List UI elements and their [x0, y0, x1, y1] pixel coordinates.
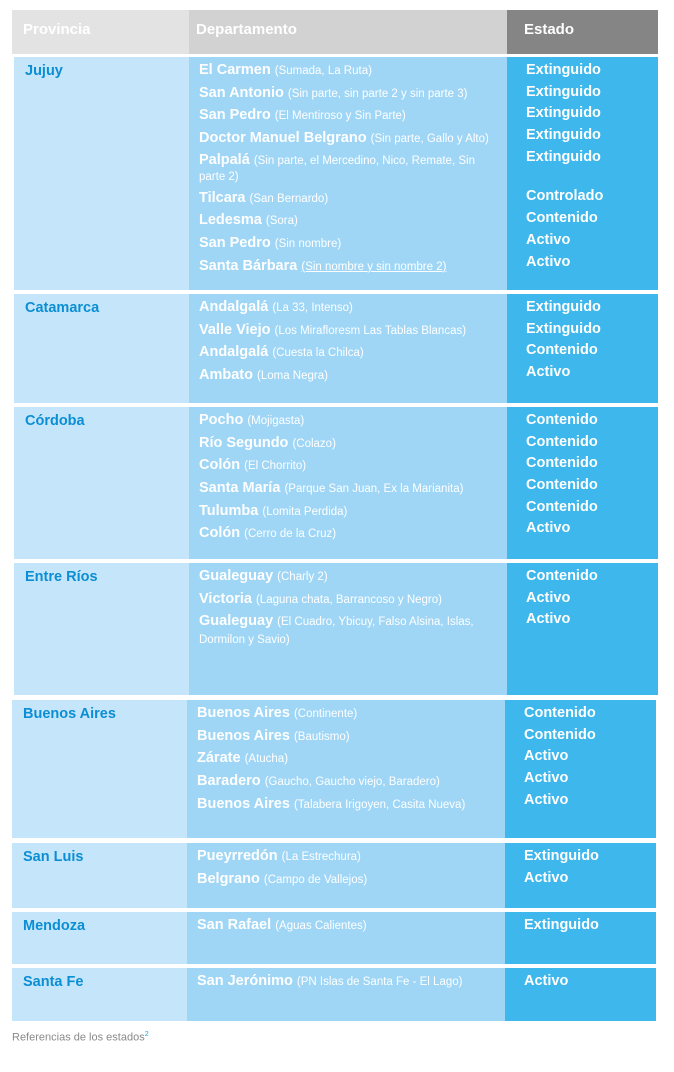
estado-item: Contenido — [526, 210, 598, 227]
header-provincia: Provincia — [23, 21, 91, 38]
provincia-cell — [14, 563, 189, 695]
estado-item: Activo — [524, 973, 569, 989]
departamento-item: San Rafael (Aguas Calientes) — [197, 917, 367, 933]
table-row — [14, 407, 658, 559]
table-row — [12, 912, 656, 964]
estado-item: Extinguido — [524, 848, 599, 864]
estado-item: Contenido — [524, 726, 596, 743]
estado-item: Contenido — [526, 433, 598, 450]
departamento-item: Ledesma (Sora) — [199, 212, 298, 229]
estado-cell — [507, 57, 658, 290]
estado-item: Extinguido — [526, 148, 601, 165]
table-row — [14, 563, 658, 695]
estado-item: Extinguido — [526, 62, 601, 78]
departamento-item: Zárate (Atucha) — [197, 750, 289, 767]
departamento-item: Gualeguay (El Cuadro, Ybicuy, Falso Alsina, Islas, Dormilon y Savio) — [199, 613, 474, 647]
provincia-label: Catamarca — [25, 300, 100, 316]
estado-item: Activo — [524, 748, 569, 765]
estado-item: Activo — [524, 770, 569, 787]
provincia-cell — [14, 294, 189, 403]
estado-cell — [505, 700, 656, 838]
estado-item: Contenido — [526, 455, 598, 472]
departamento-item: El Carmen (Sumada, La Ruta) — [199, 62, 372, 78]
footer-text: Referencias de los estados — [12, 1031, 145, 1044]
estado-item: Contenido — [526, 342, 598, 359]
departamento-cell — [189, 294, 507, 403]
estado-item: Activo — [526, 364, 571, 381]
estado-item: Activo — [526, 589, 571, 606]
provincia-cell — [12, 968, 187, 1021]
estado-item: Extinguido — [526, 299, 601, 315]
header-departamento-cell — [189, 10, 507, 54]
provincia-cell — [12, 843, 187, 908]
estado-item: Contenido — [524, 705, 596, 721]
departamento-cell — [187, 968, 505, 1021]
departamento-item: Victoria (Laguna chata, Barrancoso y Negro) — [199, 590, 442, 607]
header-estado: Estado — [524, 21, 575, 38]
departamento-item: Belgrano (Campo de Vallejos) — [197, 870, 368, 887]
departamento-item: Colón (El Chorrito) — [199, 457, 307, 474]
estado-item: Contenido — [526, 568, 598, 584]
departamento-cell — [189, 563, 507, 695]
departamento-item: Río Segundo (Colazo) — [199, 434, 336, 451]
provincia-label: Santa Fe — [23, 974, 84, 990]
estado-item: Extinguido — [526, 320, 601, 337]
departamento-item: Pueyrredón (La Estrechura) — [197, 848, 361, 864]
table-row — [14, 294, 658, 403]
departamento-item: Ambato (Loma Negra) — [199, 367, 328, 384]
estado-cell — [505, 968, 656, 1021]
estado-item: Contenido — [526, 477, 598, 494]
estado-item: Activo — [526, 253, 571, 270]
departamento-item: Buenos Aires (Talabera Irigoyen, Casita Nueva) — [197, 795, 466, 812]
departamento-item: San Pedro (El Mentiroso y Sin Parte) — [199, 107, 406, 124]
departamento-cell — [187, 912, 505, 964]
departamento-item: San Pedro (Sin nombre) — [199, 235, 342, 252]
departamento-item: Doctor Manuel Belgrano (Sin parte, Gallo y Alto) — [199, 130, 489, 147]
estado-item: Extinguido — [526, 105, 601, 122]
estado-cell — [507, 407, 658, 559]
provincia-label: Entre Ríos — [25, 569, 98, 585]
footnote-marker: 2 — [144, 1031, 149, 1038]
estado-item: Activo — [524, 869, 569, 886]
estado-item: Contenido — [526, 498, 598, 515]
departamento-cell — [187, 700, 505, 838]
estado-item: Activo — [526, 520, 571, 537]
provincia-label: Buenos Aires — [23, 706, 116, 722]
footer-note — [12, 1031, 149, 1044]
estado-item: Contenido — [526, 412, 598, 428]
departamento-item: Palpalá (Sin parte, el Mercedino, Nico, Remate, Sin parte 2) — [199, 151, 475, 183]
departamento-item: Gualeguay (Charly 2) — [199, 568, 328, 584]
provincia-cell — [12, 700, 187, 838]
estado-item: Activo — [526, 231, 571, 248]
estado-item: Extinguido — [524, 917, 599, 933]
departamento-item: San Antonio (Sin parte, sin parte 2 y sin parte 3) — [199, 84, 468, 101]
provincia-cell — [14, 407, 189, 559]
provincia-cell — [14, 57, 189, 290]
header-departamento: Departamento — [196, 21, 297, 38]
departamento-cell — [189, 57, 507, 290]
estado-item: Controlado — [526, 188, 604, 205]
estado-cell — [505, 843, 656, 908]
estado-item: Activo — [524, 791, 569, 808]
departamento-cell — [187, 843, 505, 908]
departamento-item: Tulumba (Lomita Perdida) — [199, 502, 348, 519]
departamento-item: Colón (Cerro de la Cruz) — [199, 525, 337, 542]
departamento-item: Andalgalá (Cuesta la Chilca) — [199, 344, 364, 361]
estado-item: Extinguido — [526, 83, 601, 100]
departamento-item: Tilcara (San Bernardo) — [199, 189, 329, 206]
header-estado-cell — [507, 10, 658, 54]
estado-cell — [507, 294, 658, 403]
departamento-item: San Jerónimo (PN Islas de Santa Fe - El Lago) — [197, 973, 463, 989]
table-row — [12, 843, 656, 908]
provincia-label: Mendoza — [23, 918, 86, 934]
estado-cell — [505, 912, 656, 964]
departamento-item: Buenos Aires (Bautismo) — [197, 727, 350, 744]
provincia-cell — [12, 912, 187, 964]
departamento-item: Pocho (Mojigasta) — [199, 412, 305, 428]
table-row — [14, 57, 658, 290]
estado-item: Extinguido — [526, 127, 601, 144]
departamento-item: Buenos Aires (Continente) — [197, 705, 358, 721]
departamento-cell — [189, 407, 507, 559]
departamento-item: Andalgalá (La 33, Intenso) — [199, 299, 353, 315]
departamento-item: Valle Viejo (Los Miraflоresm Las Tablas Blancas) — [199, 321, 467, 338]
table-row — [12, 700, 656, 838]
departamento-item: Santa María (Parque San Juan, Ex la Marianita) — [199, 480, 464, 497]
provincia-label: San Luis — [23, 849, 84, 865]
provincia-label: Jujuy — [25, 63, 63, 79]
table-row — [12, 968, 656, 1021]
header-provincia-cell — [12, 10, 189, 54]
departamento-item: Santa Bárbara (Sin nombre y sin nombre 2) — [199, 257, 447, 274]
departamento-item: Baradero (Gaucho, Gaucho viejo, Baradero) — [197, 773, 440, 790]
estado-item: Activo — [526, 611, 571, 628]
estado-cell — [507, 563, 658, 695]
provincia-label: Córdoba — [25, 413, 85, 429]
table-header — [12, 10, 658, 54]
